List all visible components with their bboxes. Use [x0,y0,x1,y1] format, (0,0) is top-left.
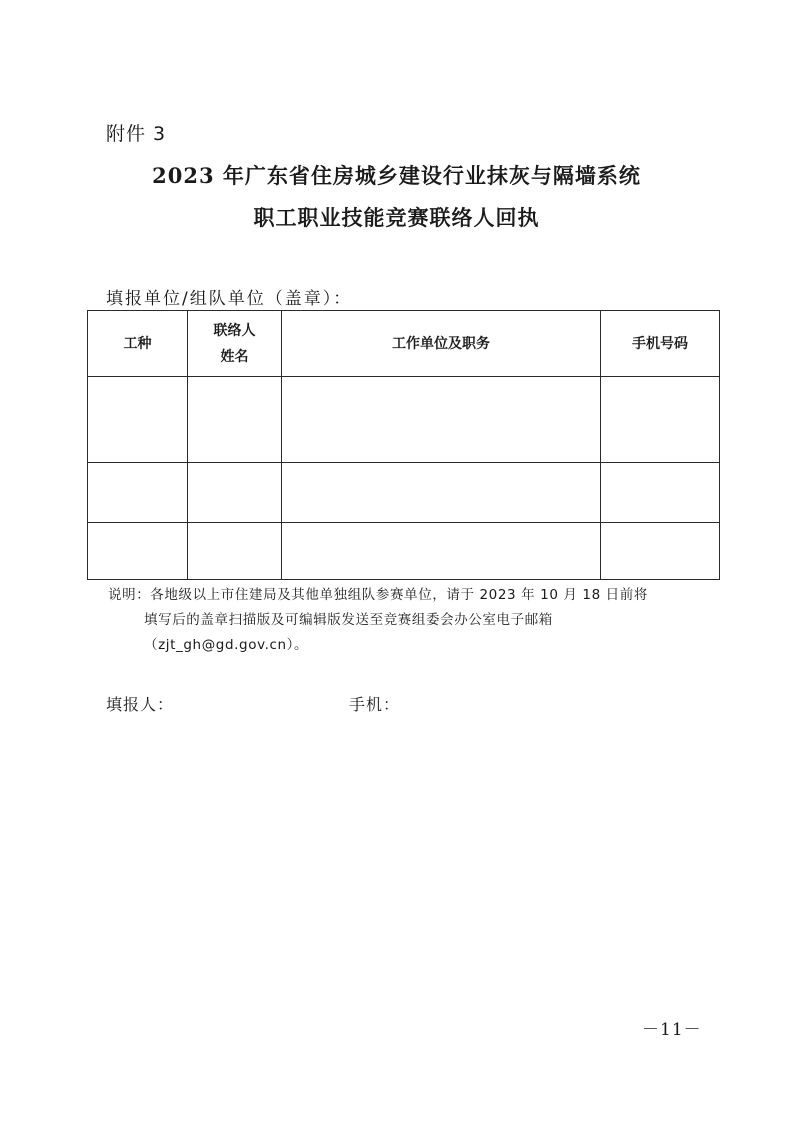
header-mobile: 手机号码 [601,311,720,377]
table-row [88,523,720,580]
cell-mobile[interactable] [601,377,720,463]
attachment-label: 附件 3 [106,123,167,145]
header-contact-name-line2: 姓名 [220,348,249,365]
cell-mobile[interactable] [601,523,720,580]
cell-contact-name[interactable] [188,377,282,463]
cell-work-unit[interactable] [282,523,601,580]
note-block [108,583,728,658]
cell-contact-name[interactable] [188,463,282,523]
note-line-2: 填写后的盖章扫描版及可编辑版发送至竞赛组委会办公室电子邮箱 [144,612,553,628]
cell-work-unit[interactable] [282,377,601,463]
reporting-unit-label: 填报单位/组队单位（盖章）： [106,289,353,309]
table-row [88,463,720,523]
header-contact-name [188,311,282,377]
cell-contact-name[interactable] [188,523,282,580]
note-line-3: （zjt_gh@gd.gov.cn）。 [144,637,309,653]
header-contact-name-line1: 联络人 [213,322,256,339]
cell-job-type[interactable] [88,463,188,523]
cell-job-type[interactable] [88,523,188,580]
contact-table [87,310,720,580]
table-header-row [88,311,720,377]
header-job-type: 工种 [88,311,188,377]
table-row [88,377,720,463]
cell-job-type[interactable] [88,377,188,463]
title-line-1: 2023 年广东省住房城乡建设行业抹灰与隔墙系统 [152,163,641,188]
note-line-1: 说明：各地级以上市住建局及其他单独组队参赛单位，请于 2023 年 10 月 18 日前将 [108,587,648,603]
cell-mobile[interactable] [601,463,720,523]
filler-label: 填报人： [106,695,175,714]
page-number: －11－ [642,1020,702,1040]
phone-label: 手机： [349,695,401,714]
title-line-2: 职工职业技能竞赛联络人回执 [253,205,540,230]
header-work-unit-position: 工作单位及职务 [282,311,601,377]
cell-work-unit[interactable] [282,463,601,523]
